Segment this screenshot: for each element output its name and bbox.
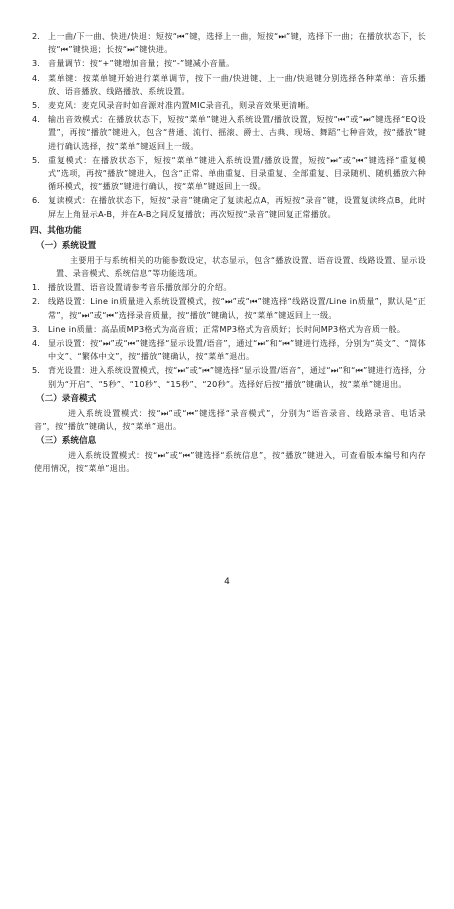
section-title: 四、其他功能 [30,225,82,236]
system-settings-list [30,281,426,391]
item-text: Line in质量：高品质MP3格式为高音质；正常MP3格式为音质好；长时间MP3格式为音质一般。 [48,323,406,334]
subsection-title: （一）系统设置 [36,240,97,251]
list-item [30,295,426,321]
item-number: 3. [32,58,40,69]
item-text: 上一曲/下一曲、快进/快退：短按“⏮”键，选择上一曲，短按“⏭”键，选择下一曲；在播放状态下，长按“⏮”键快退；长按“⏭”键快进。 [48,31,426,55]
item-number: 5. [32,100,40,111]
page-number: 4 [224,577,230,587]
list-item [30,281,426,294]
item-number: 2. [32,31,40,41]
list-item [30,364,426,390]
item-number: 3. [32,323,40,334]
item-number: 5. [32,154,40,165]
item-number: 2. [32,296,40,307]
item-text: 菜单键：按菜单键开始进行菜单调节，按下一曲/快进键、上一曲/快退键分别选择各种菜单：音乐播放、语音播放、线路播放、系统设置。 [48,72,426,96]
list-item [30,99,426,112]
top-list [30,30,426,221]
list-item [30,323,426,336]
list-item [30,57,426,70]
item-number: 4. [32,338,40,349]
item-number: 5. [32,365,40,376]
subsection-text: 进入系统设置模式：按“⏭”或“⏮”键选择“系统信息”，按“播放”键进入，可查看版本编号和内存使用情况，按“菜单”退出。 [34,450,426,474]
item-text: 输出音效模式：在播放状态下，短按“菜单”键进入系统设置/播放设置，短按“⏮”或“⏭”键选择“EQ设置”，再按“播放”键进入，包含“普通、流行、摇滚、爵士、古典、现场、舞蹈”七种音效，按“播放”键进行确认选择，按“菜单”键返回上一级。 [48,114,426,151]
list-item [30,72,426,98]
list-item [30,113,426,153]
list-item [30,194,426,220]
item-text: 复读模式：在播放状态下，短按“录音”键确定了复读起点A，再短按“录音”键，设置复读终点B，此时屏左上角显示A-B，并在A-B之间反复播放；再次短按“录音”键回复正常播放。 [48,195,426,219]
list-item [30,337,426,363]
item-text: 音量调节：按“+”键增加音量；按“-”键减小音量。 [48,58,235,69]
item-text: 线路设置：Line in质量进入系统设置模式，按“⏭”或“⏮”键选择“线路设置/Line in质量”，默认是“正常”，按“⏭”或“⏮”选择录音质量，按“播放”键确认，按“菜单”键返回上一级。 [48,296,426,320]
item-text: 显示设置：按“⏭”或“⏮”键选择“显示设置/语音”，通过“⏭”和“⏮”键进行选择，分别为“英文”、“简体中文”、“繁体中文”，按“播放”键确认，按“菜单”退出。 [48,338,426,362]
list-item [30,30,426,56]
item-number: 4. [32,72,40,83]
item-text: 背光设置：进入系统设置模式，按“⏭”或“⏮”键选择“显示设置/语音”，通过“⏭”和“⏮”键进行选择，分别为“开启”、“5秒”、“10秒”、“15秒”、“20秒”。选择好后按“播放”键确认，按“菜单”键退出。 [48,365,426,389]
item-number: 4. [32,114,40,125]
item-text: 播放设置、语音设置请参考音乐播放部分的介绍。 [48,282,232,293]
item-number: 6. [32,195,40,206]
subsection-intro: 主要用于与系统相关的功能参数设定，状态显示，包含“播放设置、语音设置、线路设置、显示设置、录音模式、系统信息”等功能选项。 [56,254,426,279]
subsection-title: （三）系统信息 [36,436,97,447]
item-number: 1. [32,282,40,293]
list-item [30,154,426,194]
item-text: 重复模式：在播放状态下，短按“菜单”键进入系统设置/播放设置，短按“⏭”或“⏮”键选择“重复模式”选项，再按“播放”键进入，包含“正常、单曲重复、目录重复、全部重复、目录随机、随机播放六种循环模式，按“播放”键进行确认，按“菜单”键返回上一级。 [48,154,426,192]
subsection-title: （二）录音模式 [36,393,97,404]
item-text: 麦克风：麦克风录音时如音源对准内置MIC录音孔，则录音效果更清晰。 [48,100,315,111]
subsection-text: 进入系统设置模式：按“⏭”或“⏮”键选择“录音模式”，分别为“语音录音、线路录音、电话录音”，按“播放”键确认，按“菜单”退出。 [34,407,426,432]
